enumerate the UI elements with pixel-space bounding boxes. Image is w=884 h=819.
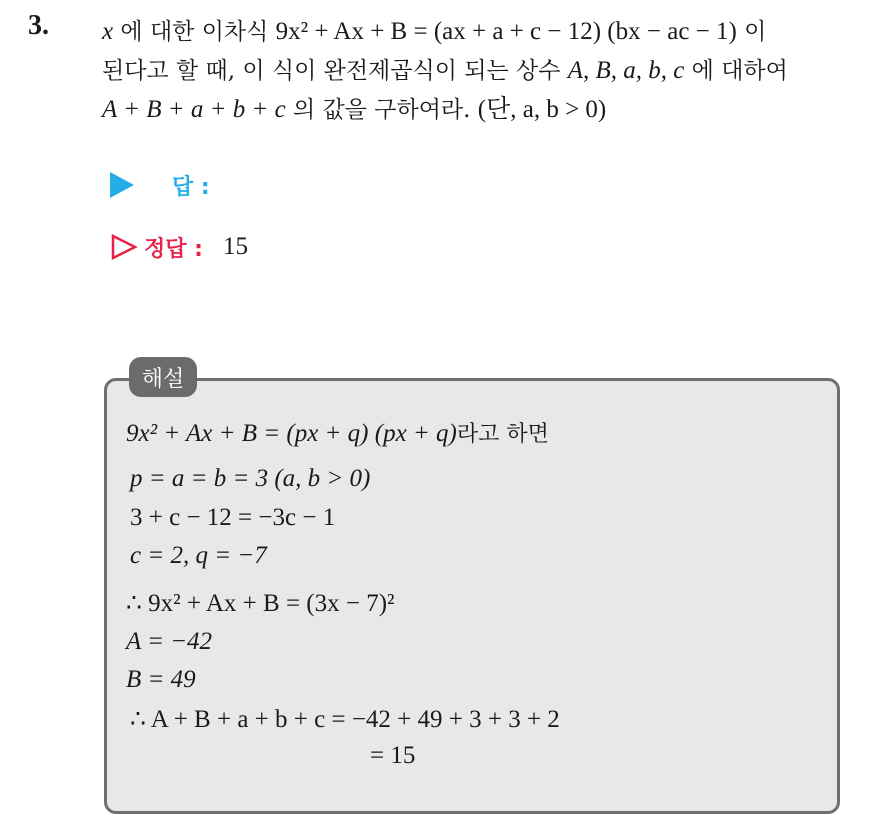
question-line-1 <box>102 12 872 51</box>
question-expression: A + B + a + b + c <box>102 96 286 123</box>
question-text-segment: 이 <box>736 19 767 45</box>
correct-answer-value: 15 <box>222 233 248 260</box>
question-equation: 9x² + Ax + B = (ax + a + c − 12) (bx − ac − 1) <box>275 18 737 45</box>
solution-line-6: A = −42 <box>126 628 213 655</box>
answer-label: 답 : <box>172 174 210 200</box>
solution-line-8: ∴ A + B + a + b + c = −42 + 49 + 3 + 3 + 2 <box>130 706 560 733</box>
solution-tab: 해설 <box>129 357 197 397</box>
question-variable: x <box>102 18 114 45</box>
play-triangle-icon <box>110 172 134 198</box>
solution-equation: 9x² + Ax + B = (px + q) (px + q) <box>126 420 457 447</box>
question-text-segment: 에 대하여 <box>684 58 788 84</box>
question-number: 3. <box>28 10 49 41</box>
question-text-segment: 된다고 할 때, 이 식이 완전제곱식이 되는 상수 <box>102 58 568 84</box>
correct-answer-row <box>110 229 248 265</box>
correct-answer-label: 정답 : <box>144 236 203 262</box>
solution-line-9: = 15 <box>370 742 416 769</box>
question-text-segment: 의 값을 구하여라. <box>285 97 478 123</box>
question-line-3 <box>102 90 872 129</box>
question-text <box>102 12 872 129</box>
solution-line-3: 3 + c − 12 = −3c − 1 <box>130 504 336 531</box>
question-line-2 <box>102 51 872 90</box>
solution-line-2: p = a = b = 3 (a, b > 0) <box>130 465 371 492</box>
question-text-segment: 에 대한 이차식 <box>113 19 276 45</box>
question-constants: A, B, a, b, c <box>567 57 685 84</box>
solution-line-5: ∴ 9x² + Ax + B = (3x − 7)² <box>126 590 395 617</box>
question-condition: (단, a, b > 0) <box>477 96 607 123</box>
outline-triangle-icon <box>110 233 138 261</box>
answer-row <box>110 168 210 202</box>
solution-text: 라고 하면 <box>456 422 549 447</box>
solution-line-7: B = 49 <box>126 666 196 693</box>
solution-line-1 <box>126 417 549 448</box>
solution-line-4: c = 2, q = −7 <box>130 542 267 569</box>
